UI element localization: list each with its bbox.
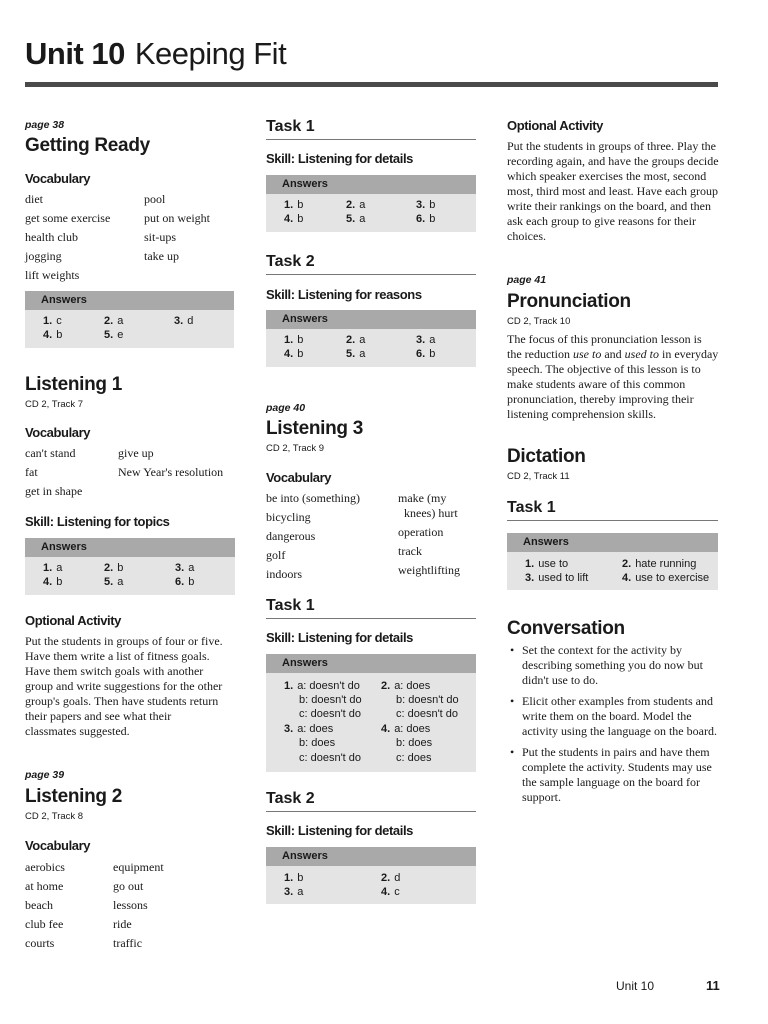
answer-item: 4. b (284, 213, 304, 225)
answer-item: 1. b (284, 334, 304, 346)
task-heading: Task 1 (266, 597, 315, 614)
answer-item: 5. e (104, 329, 124, 341)
task-heading: Task 2 (266, 790, 315, 807)
vocab-item: jogging (25, 249, 62, 263)
vocab-item: traffic (113, 936, 143, 950)
list-item: • Elicit other examples from students and write them on the board. Model the activity using the language on the board. (507, 694, 717, 739)
answer-item: b: doesn't do (396, 694, 459, 706)
track-label: CD 2, Track 10 (507, 316, 571, 327)
vocab-item: can't stand (25, 446, 76, 460)
vocab-item: at home (25, 879, 64, 893)
answer-item: 3. b (416, 199, 436, 211)
vocab-item: club fee (25, 917, 64, 931)
answer-item: 2. a: does (381, 680, 431, 692)
vocab-item: knees) hurt (404, 506, 458, 520)
vocab-item: be into (something) (266, 491, 360, 505)
vocab-item: make (my (398, 491, 447, 505)
vocabulary-list (25, 444, 235, 504)
vocab-item: equipment (113, 860, 164, 874)
pronunciation-text: The focus of this pronunciation lesson is the reduction use to and used to in everyday speech. The objective of this lesson is to make students aware of this common pronunciation, thereby improving their listening comprehension skills. (507, 332, 719, 421)
divider (266, 811, 476, 812)
answer-item: 5. a (346, 348, 366, 360)
answer-item: 1. b (284, 199, 304, 211)
answers-box (266, 310, 476, 367)
track-label: CD 2, Track 7 (25, 399, 84, 410)
skill-heading: Skill: Listening for reasons (266, 287, 422, 302)
answer-item: 4. b (284, 348, 304, 360)
vocab-item: courts (25, 936, 55, 950)
answer-item: 6. b (416, 213, 436, 225)
vocab-item: weightlifting (398, 563, 460, 577)
answer-item: c: does (396, 752, 432, 764)
vocabulary-heading: Vocabulary (25, 425, 91, 440)
vocabulary-list (25, 190, 235, 290)
task-heading: Task 1 (507, 499, 556, 516)
answer-item: 1. c (43, 315, 62, 327)
answer-item: 5. a (346, 213, 366, 225)
vocabulary-heading: Vocabulary (25, 838, 91, 853)
answer-item: 2. a (346, 199, 366, 211)
section-title-dictation: Dictation (507, 446, 586, 467)
task-heading: Task 1 (266, 118, 315, 135)
optional-activity-heading: Optional Activity (25, 613, 122, 628)
answers-heading: Answers (25, 538, 235, 557)
vocab-item: dangerous (266, 529, 316, 543)
answer-item: c: doesn't do (299, 752, 362, 764)
page-ref: page 38 (25, 119, 65, 131)
page-ref: page 39 (25, 769, 65, 781)
vocabulary-heading: Vocabulary (25, 171, 91, 186)
vocab-item: give up (118, 446, 154, 460)
answers-box (266, 654, 476, 772)
answer-item: 3. d (174, 315, 194, 327)
answer-item: b: does (396, 737, 433, 749)
answer-item: 2. a (104, 315, 124, 327)
task-heading: Task 2 (266, 253, 315, 270)
vocab-item: operation (398, 525, 444, 539)
answer-item: 1. a: doesn't do (284, 680, 360, 692)
vocab-item: track (398, 544, 422, 558)
page-ref: page 40 (266, 402, 306, 414)
vocab-item: aerobics (25, 860, 65, 874)
answers-box (25, 538, 235, 595)
skill-heading: Skill: Listening for details (266, 630, 413, 645)
vocab-item: lessons (113, 898, 148, 912)
vocab-item: health club (25, 230, 78, 244)
answers-heading: Answers (266, 654, 476, 673)
answer-item: 3. a (284, 886, 304, 898)
section-title-listening-2: Listening 2 (25, 786, 122, 807)
answers-box (266, 847, 476, 904)
answer-item: 4. c (381, 886, 400, 898)
optional-activity-text: Put the students in groups of three. Play the recording again, and have the groups decide which speaker exercises the most, second most, third most and least. Have each group write their rankings on the board, and then ask each group to give reasons for their choices. (507, 139, 719, 243)
divider (507, 520, 718, 521)
optional-activity-text: Put the students in groups of four or five. Have them write a list of fitness goals. Have them switch goals with another group and write suggestions for the other group's goals. Then have students return their papers and see what their classmates suggested. (25, 634, 223, 738)
answers-heading: Answers (266, 310, 476, 329)
answer-item: 2. a (346, 334, 366, 346)
skill-heading: Skill: Listening for details (266, 151, 413, 166)
answer-item: 5. a (104, 576, 124, 588)
answers-box (25, 291, 234, 348)
vocab-item: lift weights (25, 268, 80, 282)
unit-number: Unit 10 (25, 36, 125, 71)
vocab-item: bicycling (266, 510, 311, 524)
answer-item: 4. use to exercise (622, 572, 710, 584)
vocab-item: go out (113, 879, 144, 893)
vocab-item: sit-ups (144, 230, 177, 244)
answer-item: 1. b (284, 872, 304, 884)
answer-item: 3. a: does (284, 723, 334, 735)
vocabulary-list (266, 489, 476, 589)
answer-item: b: doesn't do (299, 694, 362, 706)
track-label: CD 2, Track 8 (25, 811, 84, 822)
answer-item: 3. a (175, 562, 195, 574)
vocabulary-list (25, 858, 235, 958)
answer-item: 6. b (175, 576, 195, 588)
divider (266, 618, 476, 619)
answers-box (507, 533, 718, 590)
vocab-item: pool (144, 192, 166, 206)
answer-item: 2. hate running (622, 558, 697, 570)
answer-item: 4. b (43, 329, 63, 341)
vocab-item: fat (25, 465, 38, 479)
unit-header (25, 36, 286, 72)
optional-activity-heading: Optional Activity (507, 118, 604, 133)
vocab-item: golf (266, 548, 286, 562)
page-number: 11 (706, 978, 720, 993)
answer-item: 2. d (381, 872, 401, 884)
unit-title: Keeping Fit (134, 36, 287, 71)
answer-item: 1. a (43, 562, 63, 574)
vocab-item: get in shape (25, 484, 83, 498)
vocab-item: New Year's resolution (118, 465, 224, 479)
list-item: • Set the context for the activity by describing something you do now but didn't use to do. (507, 643, 717, 688)
divider (266, 274, 476, 275)
vocab-item: indoors (266, 567, 302, 581)
answers-heading: Answers (507, 533, 718, 552)
list-item: • Put the students in pairs and have them complete the activity. Students may use the sample language on the board for support. (507, 745, 717, 805)
answer-item: 2. b (104, 562, 124, 574)
answer-item: c: doesn't do (299, 708, 362, 720)
divider (266, 139, 476, 140)
answers-heading: Answers (266, 175, 476, 194)
answer-item: c: doesn't do (396, 708, 459, 720)
section-title-getting-ready: Getting Ready (25, 135, 150, 156)
answer-item: 4. a: does (381, 723, 431, 735)
section-title-listening-3: Listening 3 (266, 418, 363, 439)
vocab-item: put on weight (144, 211, 210, 225)
answer-item: 1. use to (525, 558, 569, 570)
vocab-item: ride (113, 917, 132, 931)
vocab-item: get some exercise (25, 211, 111, 225)
section-title-listening-1: Listening 1 (25, 374, 122, 395)
answer-item: 6. b (416, 348, 436, 360)
section-title-pronunciation: Pronunciation (507, 291, 631, 312)
skill-heading: Skill: Listening for topics (25, 514, 170, 529)
conversation-bullet-list (507, 643, 717, 811)
section-title-conversation: Conversation (507, 618, 625, 639)
vocab-item: beach (25, 898, 53, 912)
answer-item: 3. used to lift (525, 572, 589, 584)
footer-unit-label: Unit 10 (616, 979, 655, 993)
skill-heading: Skill: Listening for details (266, 823, 413, 838)
answers-box (266, 175, 476, 232)
answers-heading: Answers (25, 291, 234, 310)
answers-heading: Answers (266, 847, 476, 866)
track-label: CD 2, Track 9 (266, 443, 325, 454)
vocab-item: diet (25, 192, 43, 206)
answer-item: b: does (299, 737, 336, 749)
header-rule (25, 82, 718, 87)
vocabulary-heading: Vocabulary (266, 470, 332, 485)
page-ref: page 41 (507, 274, 547, 286)
answer-item: 3. a (416, 334, 436, 346)
track-label: CD 2, Track 11 (507, 471, 570, 482)
answer-item: 4. b (43, 576, 63, 588)
vocab-item: take up (144, 249, 179, 263)
